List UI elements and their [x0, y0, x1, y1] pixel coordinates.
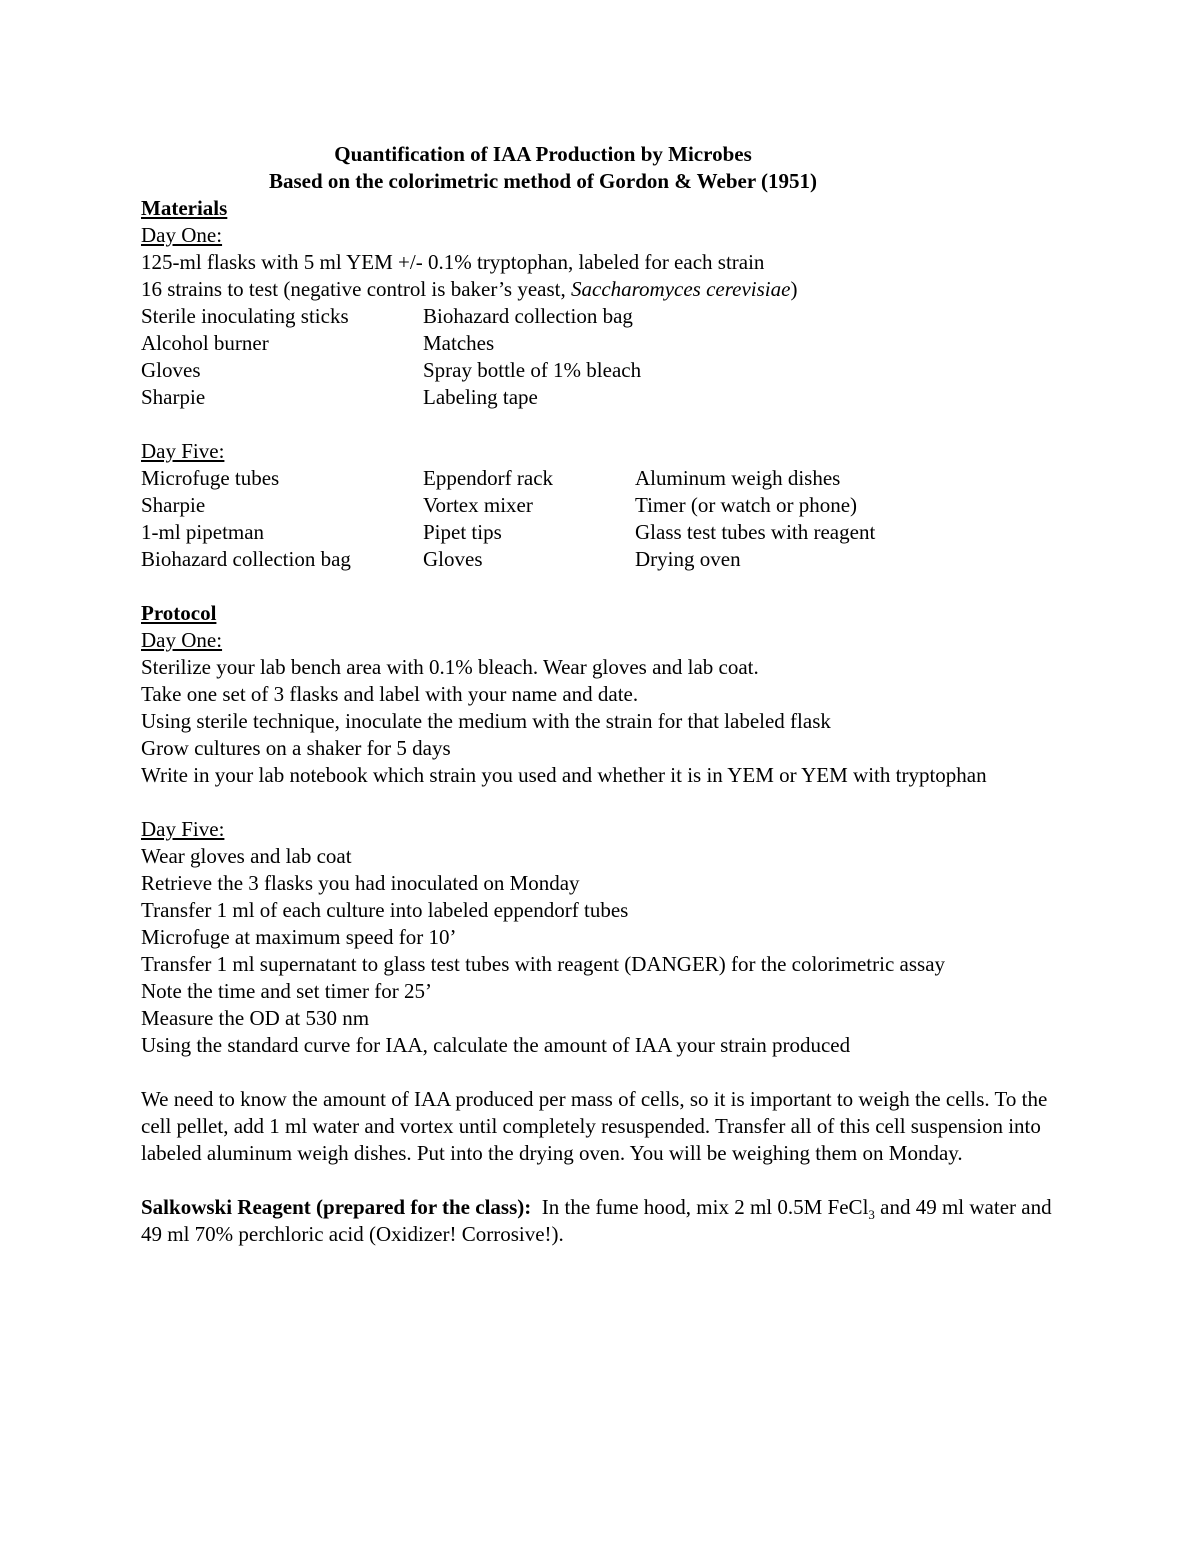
protocol-day-one-label: Day One: — [141, 628, 223, 652]
materials-day-one-row — [141, 357, 1081, 384]
material-item: Timer (or watch or phone) — [635, 493, 858, 517]
protocol-step: Write in your lab notebook which strain you used and whether it is in YEM or YEM with tryptophan — [141, 763, 987, 787]
reagent-subscript: 3 — [868, 1207, 875, 1223]
protocol-step: Microfuge at maximum speed for 10’ — [141, 925, 457, 949]
protocol-step: Grow cultures on a shaker for 5 days — [141, 736, 451, 760]
material-item: Labeling tape — [423, 385, 538, 409]
weigh-cells-paragraph: We need to know the amount of IAA produced per mass of cells, so it is important to weigh the cells. To the cell pellet, add 1 ml water and vortex until completely resuspended. Transfer all of this cell suspension into labeled aluminum weigh dishes. Put into the drying oven. You will be weighing them on Monday. — [141, 1087, 1048, 1165]
material-item: Microfuge tubes — [141, 466, 280, 490]
materials-day-one-line-1: 125-ml flasks with 5 ml YEM +/- 0.1% tryptophan, labeled for each strain — [141, 250, 765, 274]
protocol-step: Wear gloves and lab coat — [141, 844, 352, 868]
material-item: Eppendorf rack — [423, 466, 554, 490]
materials-day-one-row — [141, 330, 1081, 357]
material-item: Aluminum weigh dishes — [635, 466, 841, 490]
spacer — [141, 573, 1081, 600]
materials-heading: Materials — [141, 196, 228, 220]
material-item: Drying oven — [635, 547, 741, 571]
material-item: Spray bottle of 1% bleach — [423, 358, 642, 382]
protocol-step: Using sterile technique, inoculate the medium with the strain for that labeled flask — [141, 709, 831, 733]
material-item: Sterile inoculating sticks — [141, 304, 349, 328]
materials-day-one-label: Day One: — [141, 223, 223, 247]
protocol-step: Using the standard curve for IAA, calculate the amount of IAA your strain produced — [141, 1033, 851, 1057]
protocol-step: Retrieve the 3 flasks you had inoculated on Monday — [141, 871, 580, 895]
spacer — [141, 1167, 1081, 1194]
material-item: Vortex mixer — [423, 493, 533, 517]
materials-day-five-row — [141, 519, 1081, 546]
protocol-step: Take one set of 3 flasks and label with your name and date. — [141, 682, 639, 706]
material-item: Sharpie — [141, 385, 206, 409]
salkowski-reagent-paragraph — [141, 1194, 1066, 1248]
line-text: ) — [790, 277, 798, 301]
material-item: 1-ml pipetman — [141, 520, 265, 544]
document-title: Quantification of IAA Production by Microbes — [334, 142, 752, 166]
materials-day-one-row — [141, 303, 1081, 330]
material-item: Gloves — [423, 547, 483, 571]
protocol-heading: Protocol — [141, 601, 217, 625]
protocol-step: Transfer 1 ml of each culture into labeled eppendorf tubes — [141, 898, 629, 922]
protocol-step: Transfer 1 ml supernatant to glass test tubes with reagent (DANGER) for the colorimetric assay — [141, 952, 946, 976]
material-item: Gloves — [141, 358, 201, 382]
material-item: Sharpie — [141, 493, 206, 517]
materials-day-five-row — [141, 546, 1081, 573]
material-item: Biohazard collection bag — [423, 304, 633, 328]
document-subtitle: Based on the colorimetric method of Gordon & Weber (1951) — [268, 169, 818, 193]
material-item: Biohazard collection bag — [141, 547, 351, 571]
materials-day-five-row — [141, 492, 1081, 519]
materials-day-five-row — [141, 465, 1081, 492]
material-item: Alcohol burner — [141, 331, 269, 355]
species-name: Saccharomyces cerevisiae — [571, 277, 791, 301]
reagent-text: and 49 ml water and 49 ml 70% perchloric acid (Oxidizer! Corrosive!). — [141, 1195, 1052, 1246]
materials-day-one-line-2 — [141, 276, 1081, 303]
material-item: Glass test tubes with reagent — [635, 520, 876, 544]
material-item: Pipet tips — [423, 520, 502, 544]
material-item: Matches — [423, 331, 495, 355]
protocol-step: Measure the OD at 530 nm — [141, 1006, 370, 1030]
materials-day-one-row — [141, 384, 1081, 411]
line-text: 16 strains to test (negative control is baker’s yeast, — [141, 277, 572, 301]
protocol-day-five-label: Day Five: — [141, 817, 225, 841]
reagent-label: Salkowski Reagent (prepared for the class): — [141, 1195, 532, 1219]
materials-day-five-label: Day Five: — [141, 439, 225, 463]
document-page — [141, 141, 1081, 1248]
protocol-step: Note the time and set timer for 25’ — [141, 979, 432, 1003]
spacer — [141, 789, 1081, 816]
spacer — [141, 1059, 1081, 1086]
reagent-text: In the fume hood, mix 2 ml 0.5M FeCl — [531, 1195, 869, 1219]
protocol-step: Sterilize your lab bench area with 0.1% bleach. Wear gloves and lab coat. — [141, 655, 759, 679]
spacer — [141, 411, 1081, 438]
